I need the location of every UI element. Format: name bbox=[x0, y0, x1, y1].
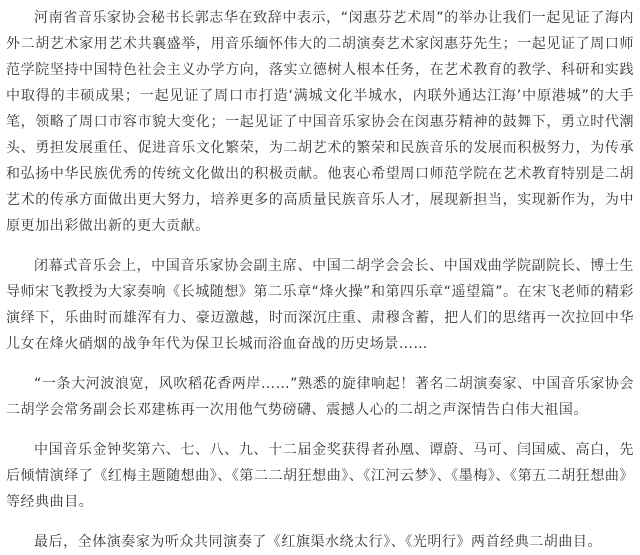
paragraph-closing-concert: 闭幕式音乐会上，中国音乐家协会副主席、中国二胡学会会长、中国戏曲学院副院长、博士生导师宋飞教授为大家奏响《长城随想》第二乐章“烽火操”和第四乐章“遥望篇”。在宋飞老师的精彩演绎下，乐曲时而雄浑有力、豪迈激越，时而深沉庄重、肃穆含蓄，把人们的思绪再一次拉回中华儿女在烽火硝烟的战争年代为保卫长城而浴血奋战的历史场景…… bbox=[6, 258, 634, 352]
paragraph-opening-speech: 河南省音乐家协会秘书长郭志华在致辞中表示，“闵惠芬艺术周”的举办让我们一起见证了海内外二胡艺术家用艺术共襄盛举，用音乐缅怀伟大的二胡演奏艺术家闵惠芬先生；一起见证了周口师范学院坚持中国特色社会主义办学方向，落实立德树人根本任务，在艺术教育的教学、科研和实践中取得的丰硕成果；一起见证了周口市打造‘满城文化半城水，内联外通达江海’中原港城”的大手笔，领略了周口市容市貌大变化；一起见证了中国音乐家协会在闵惠芬精神的鼓舞下，勇立时代潮头、勇担发展重任、促进音乐文化繁荣，为二胡艺术的繁荣和民族音乐的发展而积极努力，为传承和弘扬中华民族优秀的传统文化做出的积极贡献。他衷心希望周口师范学院在艺术教育特别是二胡艺术的传承方面做出更大努力，培养更多的高质量民族音乐人才，展现新担当，实现新作为，为中原更加出彩做出新的更大贡献。 bbox=[6, 10, 634, 234]
paragraph-finale: 最后，全体演奏家为听众共同演奏了《红旗渠水绕太行》、《光明行》两首经典二胡曲目。 bbox=[34, 534, 602, 550]
paragraph-golden-bell-winners: 中国音乐金钟奖第六、七、八、九、十二届金奖获得者孙凰、谭蔚、马可、闫国威、高白，先后倾情演绎了《红梅主题随想曲》、《第二二胡狂想曲》、《江河云梦》、《墨梅》、《第五二胡狂想曲》等经典曲目。 bbox=[6, 442, 634, 510]
paragraph-deng-jiandong: “一条大河波浪宽，风吹稻花香两岸……”熟悉的旋律响起！著名二胡演奏家、中国音乐家协会二胡学会常务副会长邓建栋再一次用他气势磅礴、震撼人心的二胡之声深情告白伟大祖国。 bbox=[6, 376, 634, 418]
